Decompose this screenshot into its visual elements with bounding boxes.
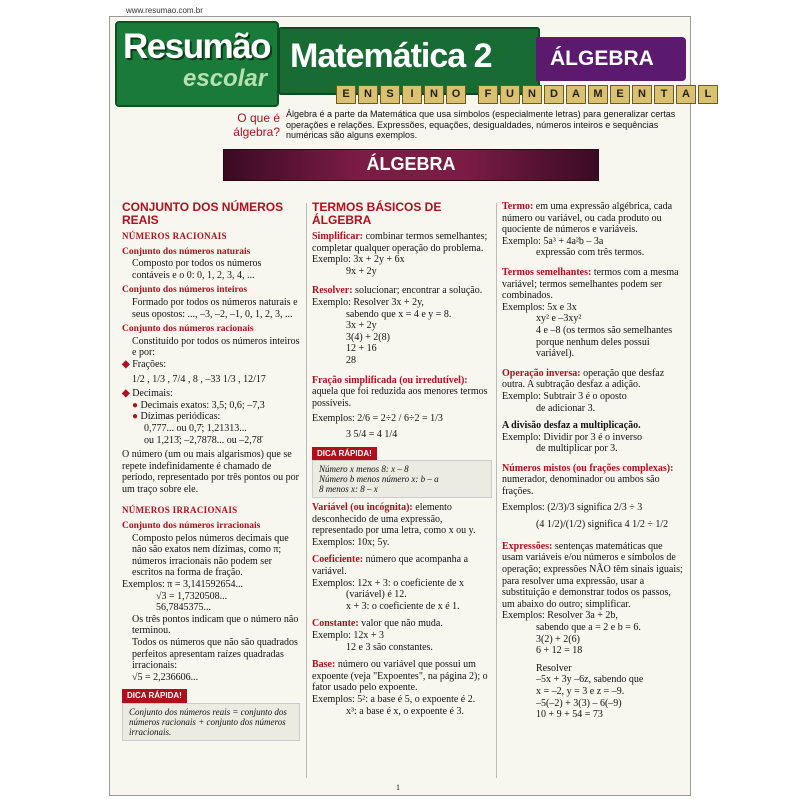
term: Variável (ou incógnita): [312,502,413,514]
formula: 3x + 2y [346,320,377,332]
formula: 56,7845375... [156,602,211,614]
formula: sabendo que x = 4 e y = 8. [346,308,452,320]
column-real-numbers [122,201,300,745]
definition-text: elemento desconhecido de uma expressão, representado por uma letra, como x ou y. Exemplos: 10x; 5y. [312,502,476,548]
term: Simplificar: [312,231,364,242]
formula: x³: a base é x, o expoente é 3. [346,705,464,717]
letter-tile: F [478,85,498,104]
term: Números mistos (ou frações complexas): [502,462,674,474]
formula: (4 1/2)/(1/2) significa 4 1/2 ÷ 1/2 [536,519,669,531]
level-tiles [336,85,718,104]
letter-tile: N [358,85,378,104]
column-divider [306,203,307,778]
formula: 3 5/4 = 4 1/4 [346,428,398,440]
definition [502,463,686,498]
paragraph: Formado por todos os números naturais e seus opostos: ..., –3, –2, –1, 0, 1, 2, 3, ... [132,296,298,320]
definition [312,659,492,694]
list-item [122,359,300,371]
term: Expressões: [502,540,553,552]
definition [502,201,686,236]
formula: –5(–2) + 3(3) – 6(–9) [536,697,622,709]
section-band [223,149,599,181]
formula: 10 + 9 + 54 = 73 [536,709,603,721]
subsection-heading: Conjunto dos números naturais [122,246,251,257]
term: Operação inversa: [502,367,581,379]
subsection-heading: Conjunto dos números inteiros [122,285,248,296]
site-url: www.resumao.com.br [126,6,203,15]
letter-tile: N [424,85,444,104]
formula: 1/2 , 1/3 , 7/4 , 8 , –33 1/3 , 12/17 [132,373,266,385]
formula: sabendo que a = 2 e b = 6. [536,622,641,633]
formula: de adicionar 3. [536,402,596,414]
list-item-label: Frações: [132,358,167,370]
definition-text: sentenças matemáticas que usam variáveis e/ou números e símbolos de operação; expressões NÃO têm sinais iguais; para resolver uma expressão, usar a substituição e demonstrar todos os passos, um abaixo do outro; simplificar. [502,540,683,610]
definition-text: solucionar; encontrar a solução. [355,285,483,297]
letter-tile: U [500,85,520,104]
definition-text: aquela que foi reduzida aos menores termos possíveis. [312,386,488,409]
paragraph: Composto pelos números decimais que não são exatos nem dízimas, como π; números irracionais não podem ser escritos na forma de fração. [132,532,289,579]
subsection-heading: NÚMEROS RACIONAIS [122,231,227,241]
formula: 9x + 2y [346,265,377,277]
definition-text: valor que não muda. [361,618,443,630]
letter-tile: N [522,85,542,104]
quick-tip-label: DICA RÁPIDA! [312,447,377,461]
letter-tile: D [544,85,564,104]
letter-tile: N [632,85,652,104]
formula: –5x + 3y –6z, sabendo que [536,674,644,686]
study-sheet [109,16,712,796]
term: Termos semelhantes: [502,266,592,278]
definition-text: operação que desfaz outra. A subtração desfaz a adição. [502,367,665,391]
formula: Exemplo: Dividir por 3 é o inverso [502,431,642,443]
letter-tile: T [654,85,674,104]
term: Fração simplificada (ou irredutível): [312,374,468,386]
quick-tip [122,689,300,741]
definition [312,231,492,254]
definition [502,541,686,611]
column-more-terms [502,201,686,721]
list-item-text: Decimais exatos: 3,5; 0,6; –7,3 [140,399,265,411]
definition-text: número que acompanha a variável. [312,554,469,578]
subject-banner [536,37,686,81]
formula: Exemplos: 5x e 3x [502,301,577,313]
formula: 4 e –8 (os termos são semelhantes porque nenhum deles possui variável). [536,324,673,360]
quick-tip-label: DICA RÁPIDA! [122,689,187,703]
formula: Exemplo: 12x + 3 [312,630,385,642]
formula: Exemplos: 2/6 = 2÷2 / 6÷2 = 1/3 [312,413,443,425]
subsection-heading: Conjunto dos números racionais [122,324,254,335]
definition [312,618,492,630]
bullet-icon: ● [132,411,139,423]
formula: expressão com três termos. [536,247,645,259]
logo-main-text: Resumão [123,27,271,66]
letter-tile: L [698,85,718,104]
definition-text: em uma expressão algébrica, cada número ou variável, ou cada produto ou quociente de números e variáveis. [502,201,673,236]
subsection-heading: NÚMEROS IRRACIONAIS [122,505,238,516]
paragraph: Os três pontos indicam que o número não terminou. [132,613,299,637]
paragraph: Constituído por todos os números inteiros e por: [132,335,300,359]
section-band-title: ÁLGEBRA [366,154,456,174]
definition [502,368,686,391]
letter-tile: A [566,85,586,104]
section-heading: CONJUNTO DOS NÚMEROS REAIS [122,200,284,227]
formula: Resolver [536,662,572,674]
term: Termo: [502,201,534,212]
bullet-icon: ● [132,399,139,411]
formula: 12 + 16 [346,343,377,355]
formula: 12 e 3 são constantes. [346,641,433,653]
brand-logo [115,21,279,107]
intro-question: O que é álgebra? [233,111,280,139]
definition [312,285,492,297]
quick-tip-text [312,460,492,498]
formula: x = –2, y = 3 e z = –9. [536,685,625,697]
logo-sub-text: escolar [183,65,268,92]
letter-tile: I [402,85,422,104]
formula: Exemplos: 12x + 3: o coeficiente de x [312,577,464,589]
paragraph: Todos os números que não são quadrados perfeitos apresentam raízes quadradas irracionais: [132,637,298,672]
formula: Exemplo: Resolver 3x + 2y, [312,296,424,308]
formula: x + 3: o coeficiente de x é 1. [346,600,460,612]
list-item-text: Dízimas periódicas: [140,411,221,423]
letter-tile: S [380,85,400,104]
formula: 6 + 12 = 18 [536,645,583,657]
paragraph: A divisão desfaz a multiplicação. [502,420,641,432]
formula: Exemplos: 5²: a base é 5, o expoente é 2. [312,694,476,705]
letter-tile: A [676,85,696,104]
diamond-bullet-icon: ◆ [122,388,130,400]
column-basic-terms [312,201,492,717]
formula: Exemplo: 3x + 2y + 6x [312,254,405,266]
column-divider [496,203,497,778]
section-heading: TERMOS BÁSICOS DE ÁLGEBRA [312,200,442,227]
letter-tile: E [336,85,356,104]
list-item [122,388,300,400]
definition [502,267,686,302]
formula: Exemplos: π = 3,141592654... [122,579,243,591]
term: Base: [312,659,336,671]
subsection-heading: Conjunto dos números irracionais [122,521,261,532]
definition-text: número ou variável que possui um expoente (veja "Expoentes", na página 2); o fator usado pelo expoente. [312,659,488,694]
formula: 3(2) + 2(6) [536,633,580,645]
page-title: Matemática 2 [290,37,492,75]
definition-text: combinar termos semelhantes; completar qualquer operação do problema. [312,231,488,254]
formula: 0,777... ou 0,7̄; 1,21313... [144,422,247,434]
quick-tip-text: Conjunto dos números reais = conjunto dos números racionais + conjunto dos números irracionais. [122,703,300,741]
quick-tip-line: Número x menos 8: x – 8 [319,464,409,475]
term: Coeficiente: [312,554,364,566]
quick-tip [312,447,492,499]
formula: Exemplos: Resolver 3a + 2b, [502,610,618,622]
definition-text: termos com a mesma variável; termos semelhantes podem ser combinados. [502,266,679,302]
term: Constante: [312,618,359,630]
paragraph: Composto por todos os números contáveis e o 0: 0, 1, 2, 3, 4, ... [132,258,262,281]
formula: Exemplo: 5a³ + 4a²b – 3a [502,235,604,247]
tile-gap [468,85,476,104]
list-item-label: Decimais: [132,388,173,400]
quick-tip-line: Número b menos número x: b – a [319,474,439,485]
definition [312,554,492,577]
formula: de multiplicar por 3. [536,443,618,455]
formula: xy² e –3xy² [536,313,582,325]
definition [312,502,492,548]
intro-text: Álgebra é a parte da Matemática que usa símbolos (especialmente letras) para generalizar certas operações e relações. Expressões, equações, desigualdades, números inteiros e sequências numéricas são alguns exemplos. [286,109,676,140]
definition-text: numerador, denominador ou ambos são frações. [502,474,660,498]
formula: 28 [346,354,356,366]
subject-title: ÁLGEBRA [550,47,654,70]
list-item [122,411,300,423]
quick-tip-line: 8 menos x: 8 – x [319,484,378,495]
diamond-bullet-icon: ◆ [122,358,130,370]
formula: √3 = 1,7320508... [156,590,228,602]
list-item [122,400,300,412]
formula: Exemplo: Subtrair 3 é o oposto [502,390,627,402]
formula: √5 = 2,236606... [132,671,199,683]
paragraph: O número (um ou mais algarismos) que se repete indefinidamente é chamado de período, representado por três pontos ou por um traço sobre ele. [122,449,299,495]
formula: (variável) é 12. [346,589,407,601]
formula: ou 1,213̄; –2,7878... ou –2,78̄ [144,434,262,446]
letter-tile: E [610,85,630,104]
term: Resolver: [312,285,353,297]
page-number: 1 [396,783,400,792]
letter-tile: M [588,85,608,104]
formula: Exemplos: (2/3)/3 significa 2/3 ÷ 3 [502,501,643,513]
formula: 3(4) + 2(8) [346,331,390,343]
letter-tile: O [446,85,466,104]
definition [312,375,492,410]
